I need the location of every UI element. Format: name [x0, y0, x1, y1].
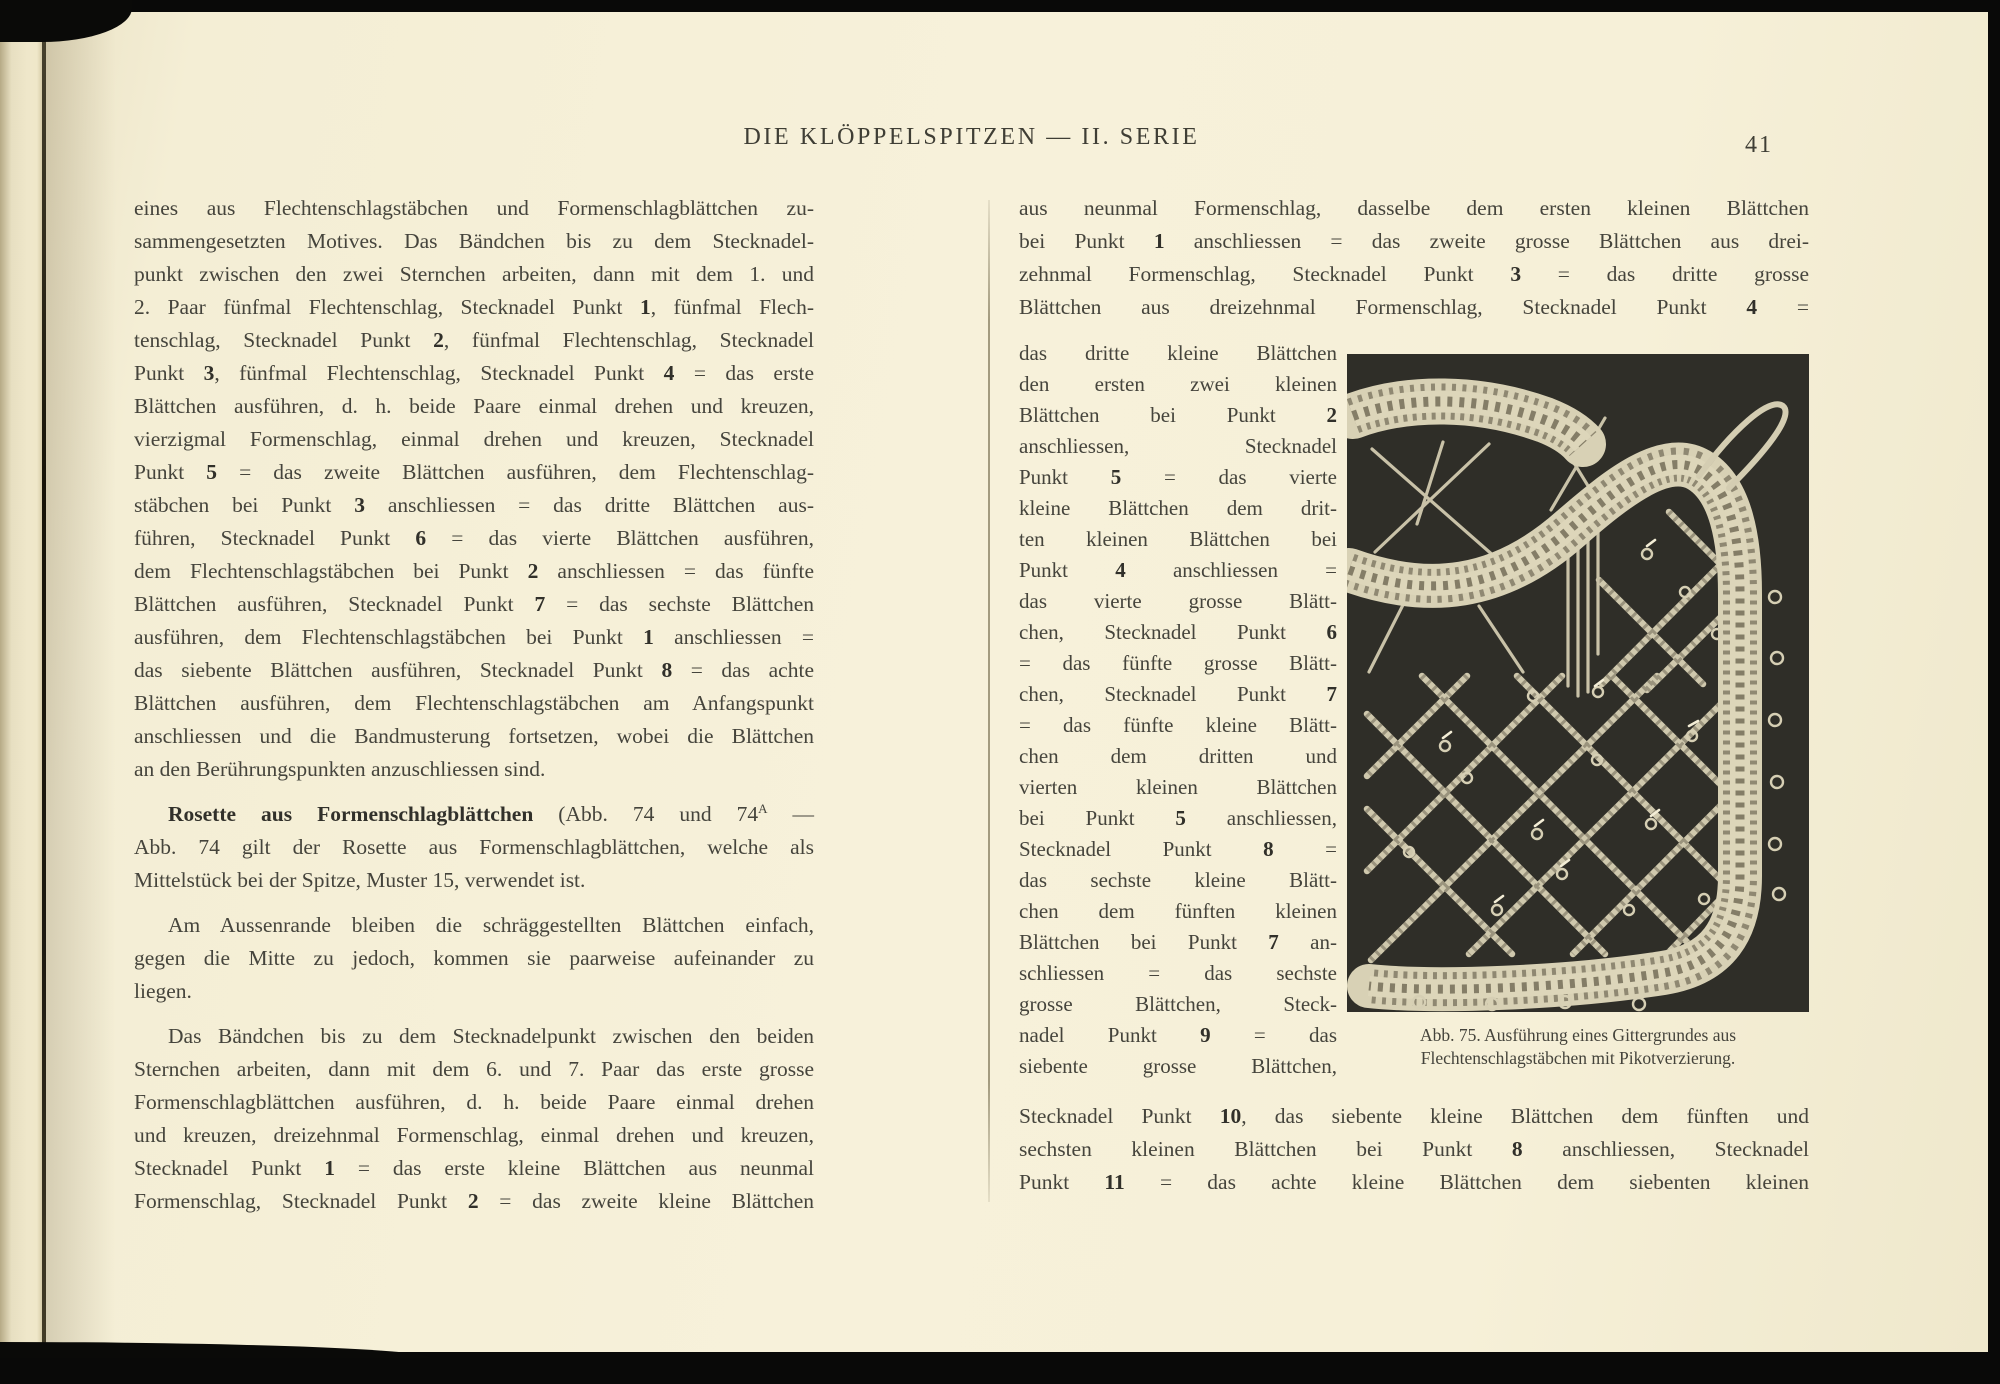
text-line: Punkt 5 = das zweite Blättchen ausführen, dem Flechtenschlag- [134, 460, 814, 484]
text-line: Punkt 3, fünfmal Flechtenschlag, Stecknadel Punkt 4 = das erste [134, 361, 814, 385]
text-line: Punkt 5 = das vierte [1019, 465, 1338, 489]
text-line: zehnmal Formenschlag, Stecknadel Punkt 3 = das dritte grosse [1019, 262, 1810, 286]
text-line: siebente grosse Blättchen, [1019, 1054, 1337, 1078]
figure-caption-line2: Flechtenschlagstäbchen mit Pikotverzierung. [1420, 1048, 1736, 1068]
text-line: Blättchen bei Punkt 2 [1019, 403, 1337, 427]
text-line: Am Aussenrande bleiben die schräggestellten Blättchen einfach, [168, 913, 814, 937]
text-line: das siebente Blättchen ausführen, Stecknadel Punkt 8 = das achte [134, 658, 814, 682]
text-line: und kreuzen, dreizehnmal Formenschlag, einmal drehen und kreuzen, [134, 1123, 814, 1147]
text-line: Blättchen bei Punkt 7 an- [1019, 930, 1337, 954]
paragraph [134, 909, 814, 1008]
text-line: sammengesetzten Motives. Das Bändchen bis zu dem Stecknadel- [134, 229, 814, 253]
book-page [46, 12, 1988, 1352]
text-line: Das Bändchen bis zu dem Stecknadelpunkt zwischen den beiden [168, 1024, 814, 1048]
paragraph [134, 1020, 814, 1218]
right-column [1019, 192, 1809, 1218]
left-column [134, 192, 814, 1218]
text-line: = das fünfte kleine Blätt- [1019, 713, 1337, 737]
text-line: Abb. 74 gilt der Rosette aus Formenschlagblättchen, welche als [134, 835, 814, 859]
text-line: anschliessen, Stecknadel [1019, 434, 1337, 458]
text-line: Sternchen arbeiten, dann mit dem 6. und 7. Paar das erste grosse [134, 1057, 814, 1081]
text-line: nadel Punkt 9 = das [1019, 1023, 1337, 1047]
text-line: Blättchen ausführen, Stecknadel Punkt 7 = das sechste Blättchen [134, 592, 814, 616]
figure-caption [1347, 1024, 1809, 1070]
text-line: vierten kleinen Blättchen [1019, 775, 1337, 799]
text-line: Punkt 11 = das achte kleine Blättchen dem siebenten kleinen [1019, 1170, 1809, 1194]
text-line: Stecknadel Punkt 8 = [1019, 837, 1337, 861]
text-line: liegen. [134, 979, 192, 1003]
text-line: das sechste kleine Blätt- [1019, 868, 1337, 892]
text-line: stäbchen bei Punkt 3 anschliessen = das dritte Blättchen aus- [134, 493, 814, 517]
text-line: Blättchen aus dreizehnmal Formenschlag, Stecknadel Punkt 4 = [1019, 295, 1809, 319]
right-column-narrow [1019, 338, 1337, 1082]
text-line: Punkt 4 anschliessen = [1019, 558, 1338, 582]
text-line: ausführen, dem Flechtenschlagstäbchen bei Punkt 1 anschliessen = [134, 625, 814, 649]
text-line: Stecknadel Punkt 10, das siebente kleine Blättchen dem fünften und [1019, 1104, 1809, 1128]
text-line: den ersten zwei kleinen [1019, 372, 1337, 396]
figure-caption-line1: Abb. 75. Ausführung eines Gittergrundes aus [1419, 1025, 1737, 1045]
text-line: Mittelstück bei der Spitze, Muster 15, verwendet ist. [134, 868, 586, 892]
facing-page-edge [0, 12, 44, 1354]
text-line: dem Flechtenschlagstäbchen bei Punkt 2 anschliessen = das fünfte [134, 559, 815, 583]
text-line: Rosette aus Formenschlagblättchen (Abb. 74 und $74^A$ — [168, 800, 814, 826]
text-line: chen dem dritten und [1019, 744, 1337, 768]
text-line: anschliessen und die Bandmusterung fortsetzen, wobei die Blättchen [134, 724, 814, 748]
text-line: = das fünfte grosse Blätt- [1019, 651, 1337, 675]
text-line: chen, Stecknadel Punkt 6 [1019, 620, 1337, 644]
lace-photo-illustration [1347, 354, 1809, 1012]
paragraph [134, 798, 814, 897]
text-line: schliessen = das sechste [1019, 961, 1337, 985]
text-line: kleine Blättchen dem drit- [1019, 496, 1337, 520]
text-line: chen dem fünften kleinen [1019, 899, 1337, 923]
paragraph [134, 192, 814, 786]
text-line: ten kleinen Blättchen bei [1019, 527, 1337, 551]
text-line: das dritte kleine Blättchen [1019, 341, 1337, 365]
text-line: führen, Stecknadel Punkt 6 = das vierte Blättchen ausführen, [134, 526, 815, 550]
figure [1347, 354, 1809, 1082]
page-number: 41 [1745, 132, 1773, 158]
column-divider [988, 200, 990, 1202]
text-line: chen, Stecknadel Punkt 7 [1019, 682, 1337, 706]
text-line: eines aus Flechtenschlagstäbchen und Formenschlagblättchen zu- [134, 196, 814, 220]
text-line: bei Punkt 1 anschliessen = das zweite grosse Blättchen aus drei- [1019, 229, 1809, 253]
text-line: vierzigmal Formenschlag, einmal drehen und kreuzen, Stecknadel [134, 427, 814, 451]
text-line: an den Berührungspunkten anzuschliessen sind. [134, 757, 546, 781]
right-column-top [1019, 192, 1809, 324]
text-line: Formenschlagblättchen ausführen, d. h. beide Paare einmal drehen [134, 1090, 814, 1114]
text-line: Blättchen ausführen, d. h. beide Paare einmal drehen und kreuzen, [134, 394, 814, 418]
text-line: punkt zwischen den zwei Sternchen arbeiten, dann mit dem 1. und [134, 262, 814, 286]
text-line: Stecknadel Punkt 1 = das erste kleine Blättchen aus neunmal [134, 1156, 814, 1180]
text-line: gegen die Mitte zu jedoch, kommen sie paarweise aufeinander zu [134, 946, 814, 970]
right-column-bottom [1019, 1100, 1809, 1199]
text-block [134, 192, 1809, 1218]
right-column-middle [1019, 338, 1809, 1082]
text-line: aus neunmal Formenschlag, dasselbe dem ersten kleinen Blättchen [1019, 196, 1809, 220]
text-line: bei Punkt 5 anschliessen, [1019, 806, 1337, 830]
text-line: sechsten kleinen Blättchen bei Punkt 8 anschliessen, Stecknadel [1019, 1137, 1810, 1161]
text-line: tenschlag, Stecknadel Punkt 2, fünfmal Flechtenschlag, Stecknadel [134, 328, 815, 352]
text-line: das vierte grosse Blätt- [1019, 589, 1337, 613]
running-title: DIE KLÖPPELSPITZEN — II. SERIE [743, 124, 1200, 150]
text-line: 2. Paar fünfmal Flechtenschlag, Stecknadel Punkt 1, fünfmal Flech- [134, 295, 814, 319]
text-line: Formenschlag, Stecknadel Punkt 2 = das zweite kleine Blättchen [134, 1189, 814, 1213]
page-header [134, 124, 1809, 158]
text-line: grosse Blättchen, Steck- [1019, 992, 1337, 1016]
text-line: Blättchen ausführen, dem Flechtenschlagstäbchen am Anfangspunkt [134, 691, 814, 715]
